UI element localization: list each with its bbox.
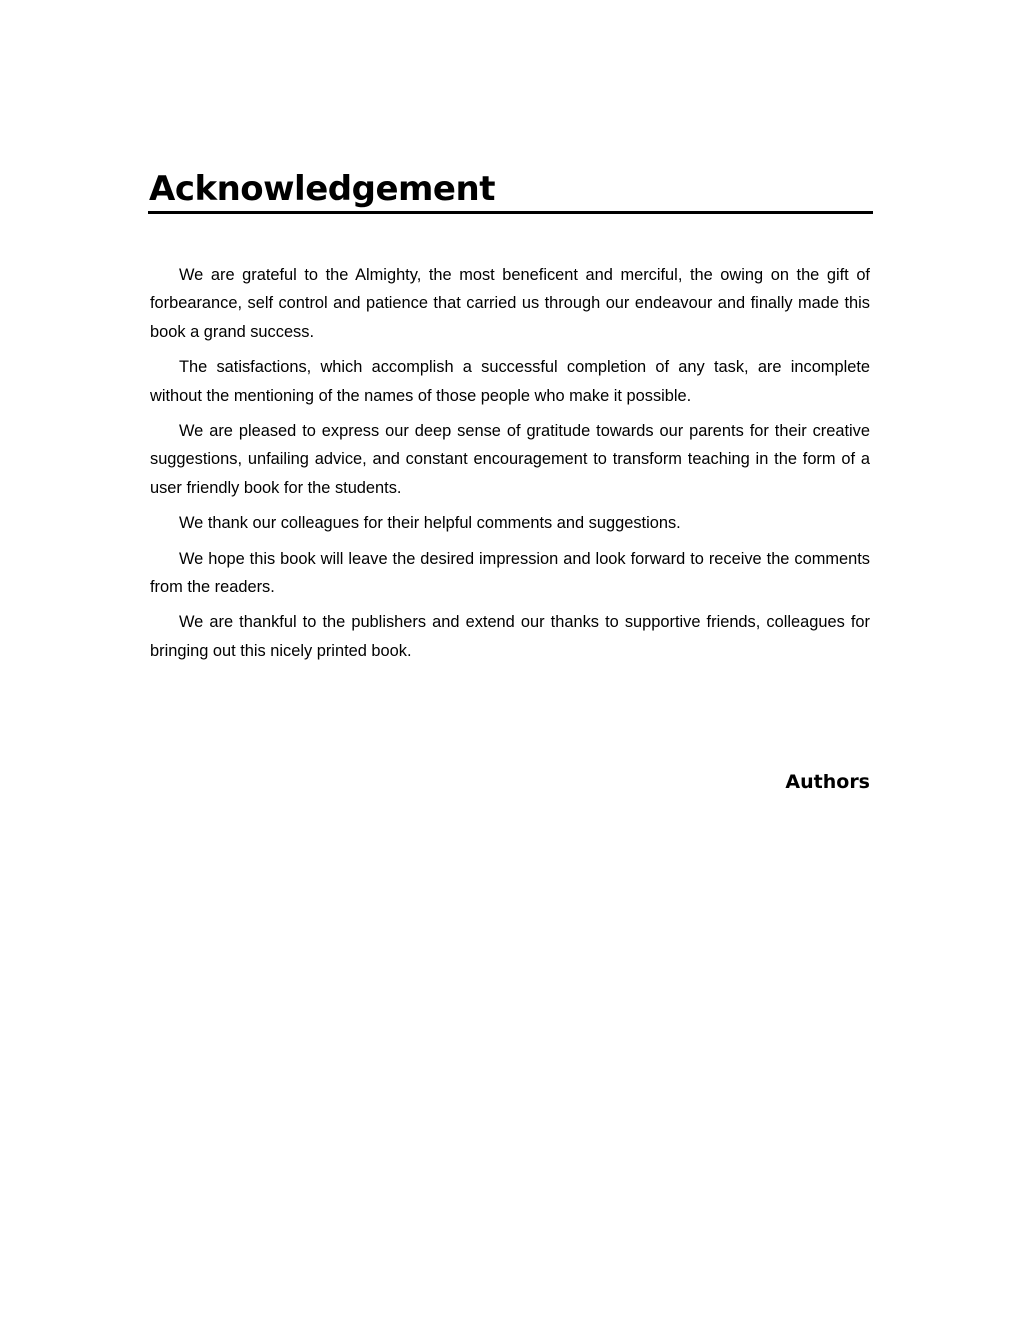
title-underline [148,211,873,214]
paragraph: The satisfactions, which accomplish a successful completion of any task, are incomplete without the mentioning of the names of those people who make it possible. [150,358,870,405]
paragraph: We are thankful to the publishers and extend our thanks to supportive friends, colleagues for bringing out this nicely printed book. [150,613,870,660]
signature: Authors [785,771,870,793]
paragraph: We are grateful to the Almighty, the most beneficent and merciful, the owing on the gift of forbearance, self control and patience that carried us through our endeavour and finally made this book a grand success. [150,266,870,341]
paragraph: We thank our colleagues for their helpful comments and suggestions. [179,514,681,533]
acknowledgement-body [150,261,870,672]
paragraph: We are pleased to express our deep sense of gratitude towards our parents for their creative suggestions, unfailing advice, and constant encouragement to transform teaching in the form of a user friendly book for the students. [150,422,870,497]
paragraph: We hope this book will leave the desired impression and look forward to receive the comments from the readers. [150,549,870,597]
page-title: Acknowledgement [149,169,495,209]
